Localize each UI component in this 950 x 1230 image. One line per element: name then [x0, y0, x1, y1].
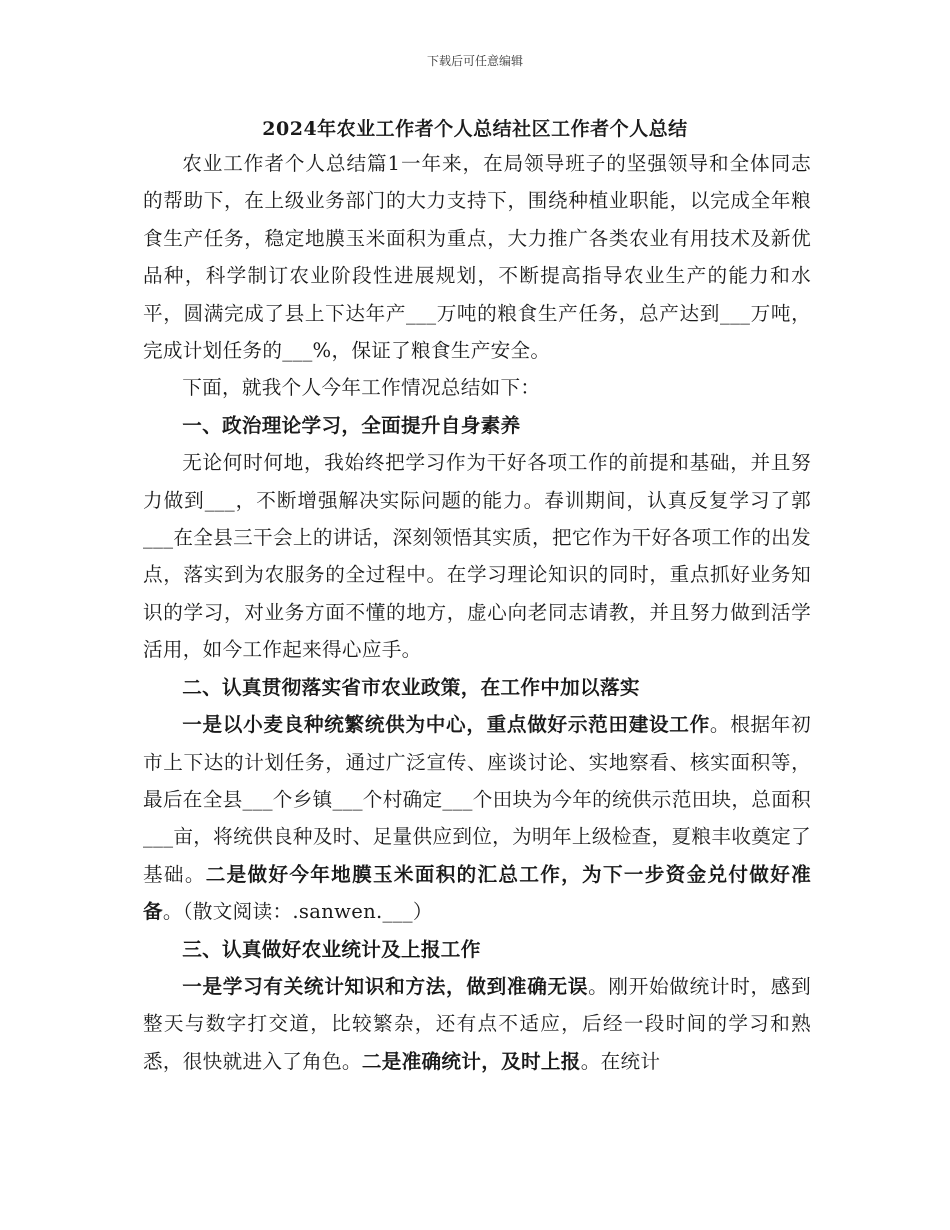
paragraph-summary-lead: 下面，就我个人今年工作情况总结如下：	[182, 376, 541, 400]
bold-phrase: 二是做好今年地膜玉米面积的汇总工作，为下一步资金兑付做好准备	[143, 862, 812, 924]
bold-phrase: 二是准确统计，及时上报	[361, 1049, 581, 1073]
paragraph-statistics	[143, 968, 811, 1080]
paragraph-intro: 农业工作者个人总结篇1一年来，在局领导班子的坚强领导和全体同志的帮助下，在上级业务部门的大力支持下，围绕种植业职能，以完成全年粮食生产任务，稳定地膜玉米面积为重点，大力推广各类农业有用技术及新优品种，科学制订农业阶段性进展规划，不断提高指导农业生产的能力和水平，圆满完成了县上下达年产___万吨的粮食生产任务，总产达到___万吨，完成计划任务的___%，保证了粮食生产安全。	[143, 152, 811, 363]
paragraph-policy	[143, 706, 811, 930]
paragraph-study: 无论何时何地，我始终把学习作为干好各项工作的前提和基础，并且努力做到___，不断增强解决实际问题的能力。春训期间，认真反复学习了郭___在全县三干会上的讲话，深刻领悟其实质，把它作为干好各项工作的出发点，落实到为农服务的全过程中。在学习理论知识的同时，重点抓好业务知识的学习，对业务方面不懂的地方，虚心向老同志请教，并且努力做到活学活用，如今工作起来得心应手。	[143, 451, 811, 662]
text-run: 。（散文阅读：.sanwen.___）	[162, 900, 433, 924]
text-run: 。刚开始做统计时，感到整天与数字打交道，比较繁杂，还有点不适应，后经一段时间的学习和熟悉，很快就进入了角色。	[143, 974, 811, 1073]
bold-phrase: 一是学习有关统计知识和方法，做到准确无误	[182, 974, 589, 998]
bold-phrase: 一是以小麦良种统繁统供为中心，重点做好示范田建设工作	[182, 713, 710, 737]
document-body	[143, 145, 811, 1080]
document-title: 2024年农业工作者个人总结社区工作者个人总结	[262, 118, 688, 140]
section-heading-2: 二、认真贯彻落实省市农业政策，在工作中加以落实	[182, 675, 640, 699]
section-heading-3: 三、认真做好农业统计及上报工作	[182, 937, 481, 961]
header-note: 下载后可任意编辑	[426, 54, 523, 68]
text-run: 。根据年初市上下达的计划任务，通过广泛宣传、座谈讨论、实地察看、核实面积等，最后在全县___个乡镇___个村确定___个田块为今年的统供示范田块，总面积___亩，将统供良种及时、足量供应到位，为明年上级检查，夏粮丰收奠定了基础。	[143, 713, 811, 886]
section-heading-1: 一、政治理论学习，全面提升自身素养	[182, 413, 521, 437]
text-run: 。在统计	[580, 1049, 661, 1073]
